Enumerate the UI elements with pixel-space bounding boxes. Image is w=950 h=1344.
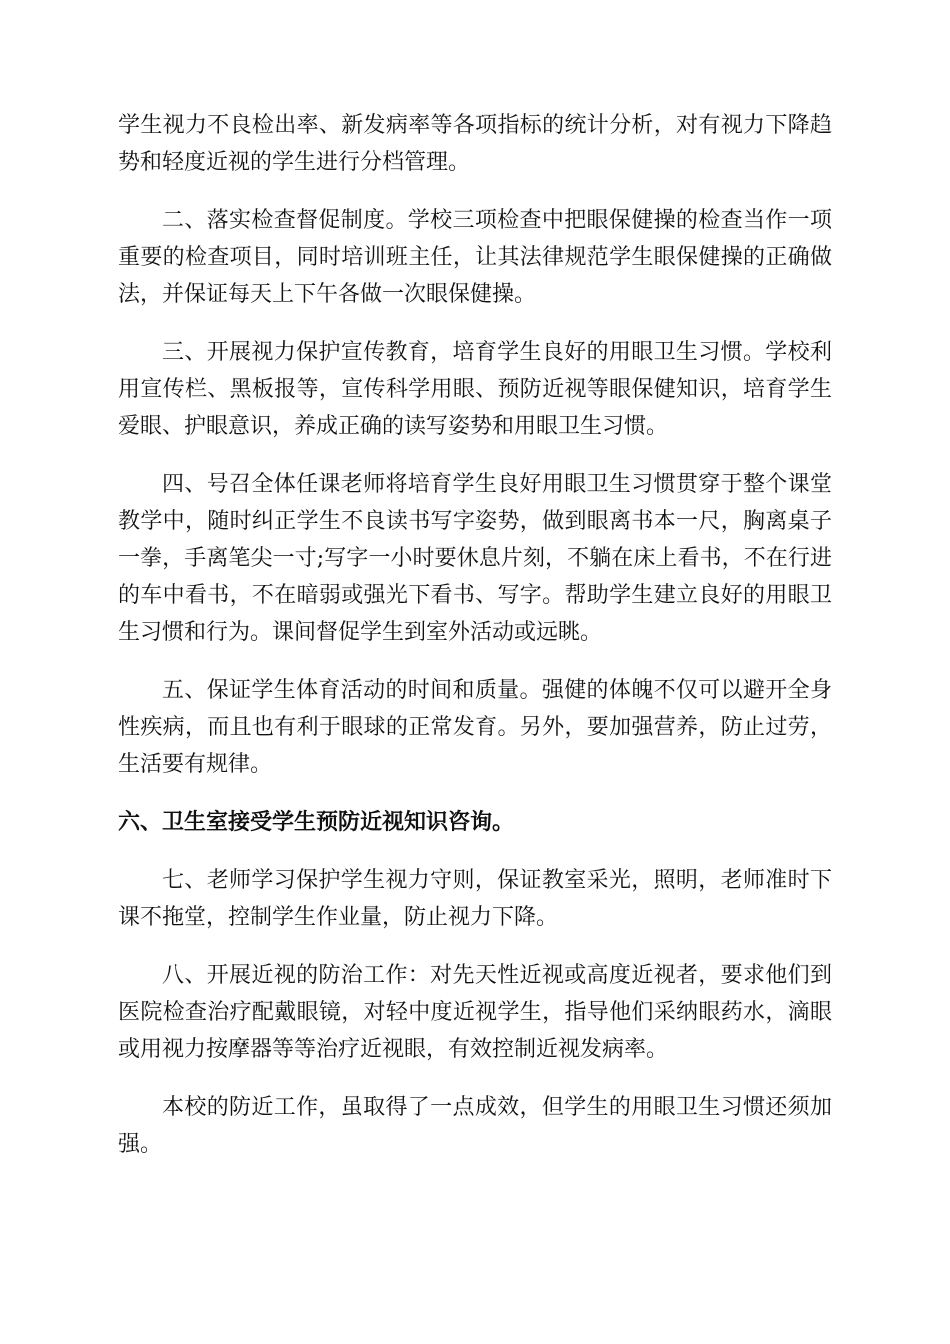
paragraph-item-6-heading: 六、卫生室接受学生预防近视知识咨询。 (118, 810, 515, 835)
paragraph-item-4: 四、号召全体任课老师将培育学生良好用眼卫生习惯贯穿于整个课堂教学中，随时纠正学生不良读书写字姿势，做到眼离书本一尺，胸离桌子一拳，手离笔尖一寸;写字一小时要休息片刻，不躺在床上看书，不在行进的车中看书，不在暗弱或强光下看书、写字。帮助学生建立良好的用眼卫生习惯和行为。课间督促学生到室外活动或远眺。 (118, 472, 832, 645)
paragraph-continuation: 学生视力不良检出率、新发病率等各项指标的统计分析，对有视力下降趋势和轻度近视的学生进行分档管理。 (118, 113, 832, 175)
paragraph-item-5: 五、保证学生体育活动的时间和质量。强健的体魄不仅可以避开全身性疾病，而且也有利于眼球的正常发育。另外，要加强营养，防止过劳，生活要有规律。 (118, 678, 832, 777)
paragraph-conclusion: 本校的防近工作，虽取得了一点成效，但学生的用眼卫生习惯还须加强。 (118, 1095, 832, 1157)
paragraph-item-2: 二、落实检查督促制度。学校三项检查中把眼保健操的检查当作一项重要的检查项目，同时培训班主任，让其法律规范学生眼保健操的正确做法，并保证每天上下午各做一次眼保健操。 (118, 208, 832, 307)
paragraph-item-7: 七、老师学习保护学生视力守则，保证教室采光，照明，老师准时下课不拖堂，控制学生作业量，防止视力下降。 (118, 868, 832, 930)
paragraph-item-3: 三、开展视力保护宣传教育，培育学生良好的用眼卫生习惯。学校利用宣传栏、黑板报等，宣传科学用眼、预防近视等眼保健知识，培育学生爱眼、护眼意识，养成正确的读写姿势和用眼卫生习惯。 (118, 340, 832, 439)
paragraph-item-8: 八、开展近视的防治工作：对先天性近视或高度近视者，要求他们到医院检查治疗配戴眼镜，对轻中度近视学生，指导他们采纳眼药水，滴眼或用视力按摩器等等治疗近视眼，有效控制近视发病率。 (118, 963, 832, 1062)
